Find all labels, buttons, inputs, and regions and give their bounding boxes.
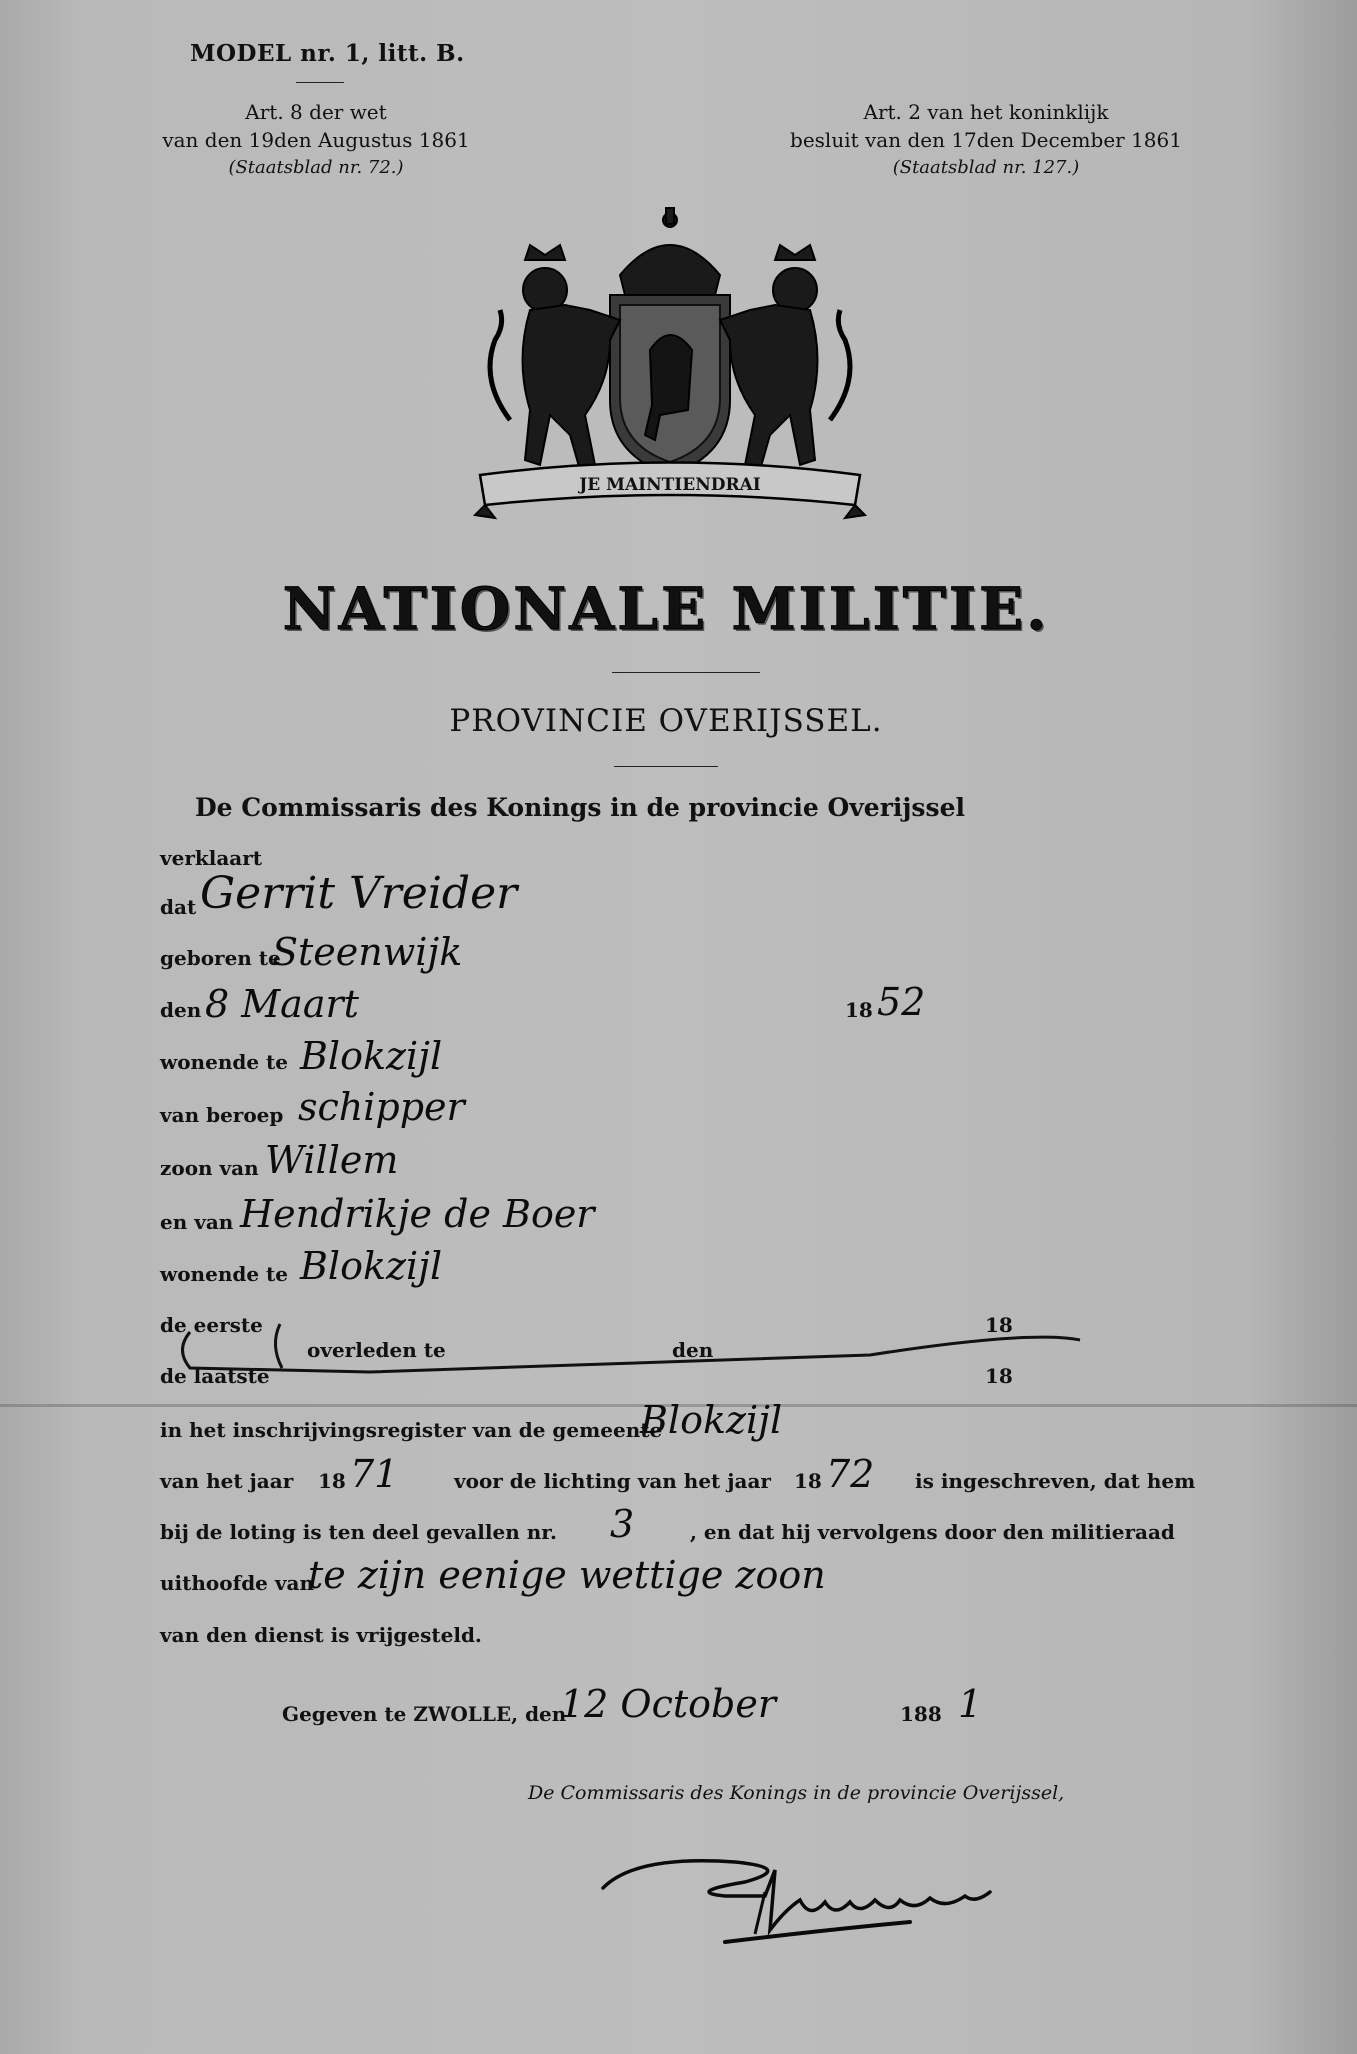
body-line-2d: 18 (794, 1469, 822, 1493)
body-line-3a: bij de loting is ten deel gevallen nr. (160, 1520, 557, 1544)
divider (612, 672, 760, 673)
lot-number-value: 3 (610, 1502, 635, 1546)
issue-year-value: 1 (958, 1682, 983, 1726)
commissioner-heading: De Commissaris des Konings in de provincie Overijssel (195, 793, 965, 822)
label-18b: 18 (985, 1364, 1013, 1388)
label-en-van: en van (160, 1210, 234, 1234)
label-laatste: de laatste (160, 1364, 270, 1388)
label-overleden: overleden te (307, 1338, 446, 1362)
province-heading: PROVINCIE OVERIJSSEL. (449, 703, 883, 739)
body-line-1: in het inschrijvingsregister van de gemeente (160, 1418, 663, 1442)
register-year-value: 71 (350, 1452, 399, 1496)
given-at-label: Gegeven te ZWOLLE, den (282, 1702, 567, 1726)
label-dat: dat (160, 895, 197, 919)
occupation-value: schipper (298, 1085, 465, 1129)
label-eerste: de eerste (160, 1313, 263, 1337)
birthplace-value: Steenwijk (272, 930, 463, 974)
motto: JE MAINTIENDRAI (579, 475, 761, 495)
body-line-2e: is ingeschreven, dat hem (915, 1469, 1196, 1493)
strike-through-line (170, 1310, 1090, 1380)
label-wonende-2: wonende te (160, 1262, 288, 1286)
signer-title: De Commissaris des Konings in de provincie Overijssel, (528, 1782, 1065, 1804)
body-line-3b: , en dat hij vervolgens door den militieraad (690, 1520, 1175, 1544)
model-number: MODEL nr. 1, litt. B. (190, 40, 465, 67)
label-verklaart: verklaart (160, 846, 263, 870)
municipality-value: Blokzijl (640, 1398, 783, 1442)
body-line-5: van den dienst is vrijgesteld. (160, 1623, 482, 1647)
divider (614, 766, 718, 767)
label-18a: 18 (985, 1313, 1013, 1337)
label-wonende: wonende te (160, 1050, 288, 1074)
issue-date-value: 12 October (560, 1682, 776, 1726)
signature-icon (595, 1830, 1005, 1960)
father-value: Willem (265, 1138, 399, 1182)
body-line-4a: uithoofde van (160, 1571, 314, 1595)
label-year-prefix: 18 (845, 998, 873, 1022)
law-reference-left: Art. 8 der wet van den 19den Augustus 1861 (Staatsblad nr. 72.) (162, 100, 470, 178)
parents-residence-value: Blokzijl (300, 1244, 443, 1288)
label-den: den (160, 998, 202, 1022)
body-line-2b: 18 (318, 1469, 346, 1493)
label-den-2: den (672, 1338, 714, 1362)
law-reference-right: Art. 2 van het koninklijk besluit van den 17den December 1861 (Staatsblad nr. 127.) (790, 100, 1182, 178)
birthdate-value: 8 Maart (205, 982, 359, 1026)
coat-of-arms-icon (470, 200, 870, 530)
exemption-reason-value: te zijn eenige wettige zoon (308, 1553, 826, 1597)
label-geboren: geboren te (160, 946, 281, 970)
levy-year-value: 72 (826, 1452, 875, 1496)
name-value: Gerrit Vreider (200, 868, 518, 919)
body-line-2a: van het jaar (160, 1469, 294, 1493)
label-beroep: van beroep (160, 1103, 284, 1127)
mother-value: Hendrikje de Boer (240, 1192, 595, 1236)
residence-value: Blokzijl (300, 1034, 443, 1078)
issue-year-prefix: 188 (900, 1702, 942, 1726)
label-zoon: zoon van (160, 1156, 259, 1180)
divider (296, 82, 344, 83)
body-line-2c: voor de lichting van het jaar (454, 1469, 771, 1493)
page-title: NATIONALE MILITIE. (282, 575, 1050, 643)
birthyear-value: 52 (877, 980, 926, 1024)
